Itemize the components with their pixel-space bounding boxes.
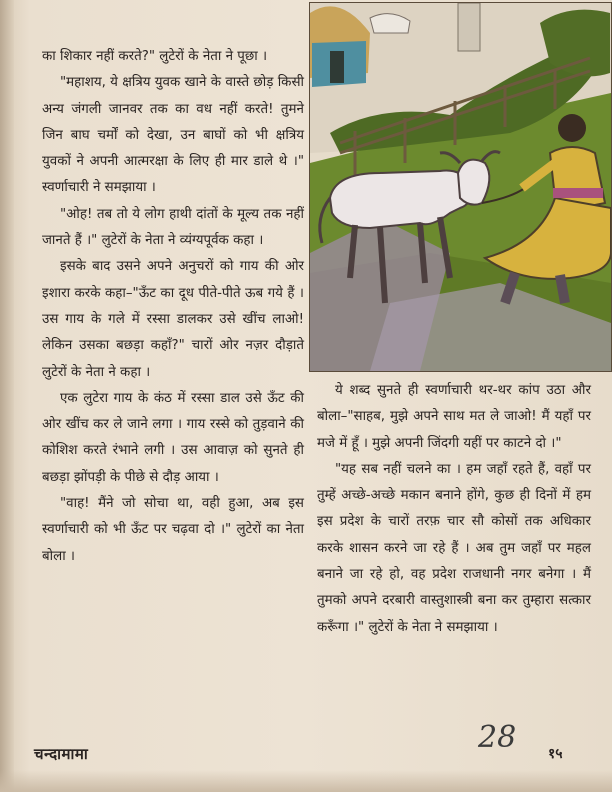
paragraph: इसके बाद उसने अपने अनुचरों को गाय की ओर इशारा करके कहा–"ऊँट का दूध पीते-पीते ऊब गये हैं । उस गाय के गले में रस्सा डालकर उसे खींच लाओ! लेकिन उसका बछड़ा कहाँ?" चारों ओर नज़र दौड़ाते लुटेरों के नेता ने कहा ।	[42, 259, 304, 380]
story-illustration	[309, 2, 612, 372]
paragraph: "महाशय, ये क्षत्रिय युवक खाने के वास्ते छोड़ किसी अन्य जंगली जानवर तक का वध नहीं करते! तुमने जिन बाघ चर्मों को देखा, उन बाघों को भी क्षत्रिय युवकों ने अपनी आत्मरक्षा के लिए ही मार डाले थे ।" स्वर्णाचारी ने समझाया ।	[42, 75, 304, 196]
right-text-column	[317, 378, 591, 641]
paragraph: "ओह! तब तो ये लोग हाथी दांतों के मूल्य तक नहीं जानते हैं ।" लुटेरों के नेता ने व्यंग्यपूर्वक कहा ।	[42, 206, 304, 249]
paragraph: का शिकार नहीं करते?" लुटेरों के नेता ने पूछा ।	[42, 49, 268, 64]
page-spine-shadow	[0, 0, 14, 792]
magazine-title: चन्दामामा	[34, 745, 89, 763]
page-bottom-shadow	[0, 770, 612, 792]
handwritten-annotation: 28	[478, 720, 517, 755]
paragraph: "वाह! मैंने जो सोचा था, वही हुआ, अब इस स्वर्णाचारी को भी ऊँट पर चढ़वा दो ।" लुटेरों का नेता बोला ।	[42, 496, 304, 564]
paragraph: ये शब्द सुनते ही स्वर्णाचारी थर-थर कांप उठा और बोला–"साहब, मुझे अपने साथ मत ले जाओ! मैं यहाँ पर मजे में हूँ । मुझे अपनी जिंदगी यहीं पर काटने दो ।"	[317, 383, 591, 451]
paragraph: एक लुटेरा गाय के कंठ में रस्सा डाल उसे ऊँट की ओर खींच कर ले जाने लगा । गाय रस्से को तुड़वाने की कोशिश करते रंभाने लगी । उस आवाज़ को सुनते ही बछड़ा झोंपड़ी के पीछे से दौड़ आया ।	[42, 390, 304, 485]
left-text-column	[42, 44, 304, 570]
page-number: १५	[548, 746, 563, 762]
paragraph: "यह सब नहीं चलने का । हम जहाँ रहते हैं, वहाँ पर तुम्हें अच्छे-अच्छे मकान बनाने होंगे, कुछ ही दिनों में हम इस प्रदेश के चारों तरफ़ चार सौ कोसों तक अधिकार करके शासन करने जा रहे हैं । अब तुम जहाँ पर महल बनाने जा रहे हो, वह प्रदेश राजधानी नगर बनेगा । मैं तुमको अपने दरबारी वास्तुशास्त्री बना कर तुम्हारा सत्कार करूँगा ।" लुटेरों के नेता ने समझाया ।	[317, 461, 591, 635]
